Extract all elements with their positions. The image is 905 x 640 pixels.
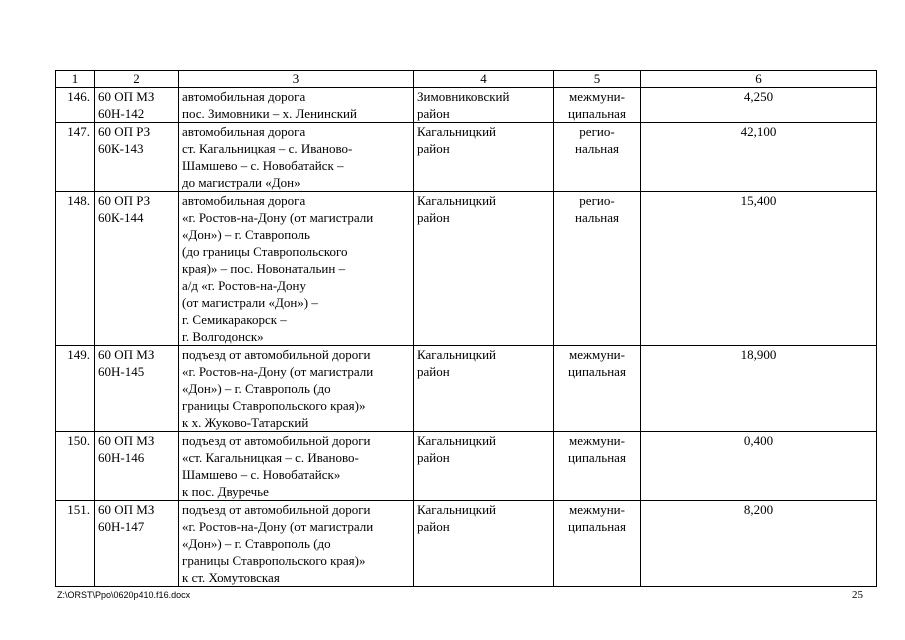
road-code: 60 ОП МЗ 60Н-145 [95, 346, 179, 432]
page-number: 25 [852, 589, 863, 601]
road-type: межмуни- ципальная [554, 346, 641, 432]
table-row [56, 346, 877, 432]
row-number: 146. [56, 88, 95, 123]
row-number: 148. [56, 192, 95, 346]
road-type: регио- нальная [554, 123, 641, 192]
road-type: межмуни- ципальная [554, 432, 641, 501]
roads-table [55, 70, 877, 587]
road-name: подъезд от автомобильной дороги «г. Ростов-на-Дону (от магистрали «Дон») – г. Ставрополь (до границы Ставропольского края)» к ст. Хомутовская [179, 501, 414, 587]
header-cell-2: 2 [95, 71, 179, 88]
road-type: регио- нальная [554, 192, 641, 346]
table-row [56, 192, 877, 346]
row-number: 149. [56, 346, 95, 432]
district: Кагальницкий район [414, 501, 554, 587]
road-type: межмуни- ципальная [554, 88, 641, 123]
table-row [56, 501, 877, 587]
road-name: автомобильная дорога пос. Зимовники – х. Ленинский [179, 88, 414, 123]
road-code: 60 ОП РЗ 60К-144 [95, 192, 179, 346]
table-row [56, 432, 877, 501]
district: Кагальницкий район [414, 432, 554, 501]
row-number: 147. [56, 123, 95, 192]
road-name: подъезд от автомобильной дороги «г. Ростов-на-Дону (от магистрали «Дон») – г. Ставрополь (до границы Ставропольского края)» к х. Жуково-Татарский [179, 346, 414, 432]
district: Кагальницкий район [414, 123, 554, 192]
header-cell-6: 6 [641, 71, 877, 88]
header-cell-1: 1 [56, 71, 95, 88]
table-row [56, 88, 877, 123]
road-code: 60 ОП МЗ 60Н-147 [95, 501, 179, 587]
road-type: межмуни- ципальная [554, 501, 641, 587]
road-length: 8,200 [641, 501, 877, 587]
road-length: 42,100 [641, 123, 877, 192]
road-name: автомобильная дорога «г. Ростов-на-Дону (от магистрали «Дон») – г. Ставрополь (до границы Ставропольского края)» – пос. Новонатальин – а/д «г. Ростов-на-Дону (от магистрали «Дон») – г. Семикаракорск – г. Волгодонск» [179, 192, 414, 346]
road-length: 18,900 [641, 346, 877, 432]
road-length: 15,400 [641, 192, 877, 346]
table-row [56, 123, 877, 192]
road-length: 4,250 [641, 88, 877, 123]
road-code: 60 ОП РЗ 60К-143 [95, 123, 179, 192]
header-row [56, 71, 877, 88]
road-code: 60 ОП МЗ 60Н-146 [95, 432, 179, 501]
district: Зимовниковский район [414, 88, 554, 123]
header-cell-5: 5 [554, 71, 641, 88]
district: Кагальницкий район [414, 192, 554, 346]
row-number: 151. [56, 501, 95, 587]
road-name: автомобильная дорога ст. Кагальницкая – с. Иваново- Шамшево – с. Новобатайск – до магистрали «Дон» [179, 123, 414, 192]
header-cell-3: 3 [179, 71, 414, 88]
header-cell-4: 4 [414, 71, 554, 88]
row-number: 150. [56, 432, 95, 501]
district: Кагальницкий район [414, 346, 554, 432]
road-length: 0,400 [641, 432, 877, 501]
road-code: 60 ОП МЗ 60Н-142 [95, 88, 179, 123]
footer-file-path: Z:\ORST\Ppo\0620p410.f16.docx [57, 590, 191, 600]
road-name: подъезд от автомобильной дороги «ст. Кагальницкая – с. Иваново- Шамшево – с. Новобатайск» к пос. Двуречье [179, 432, 414, 501]
